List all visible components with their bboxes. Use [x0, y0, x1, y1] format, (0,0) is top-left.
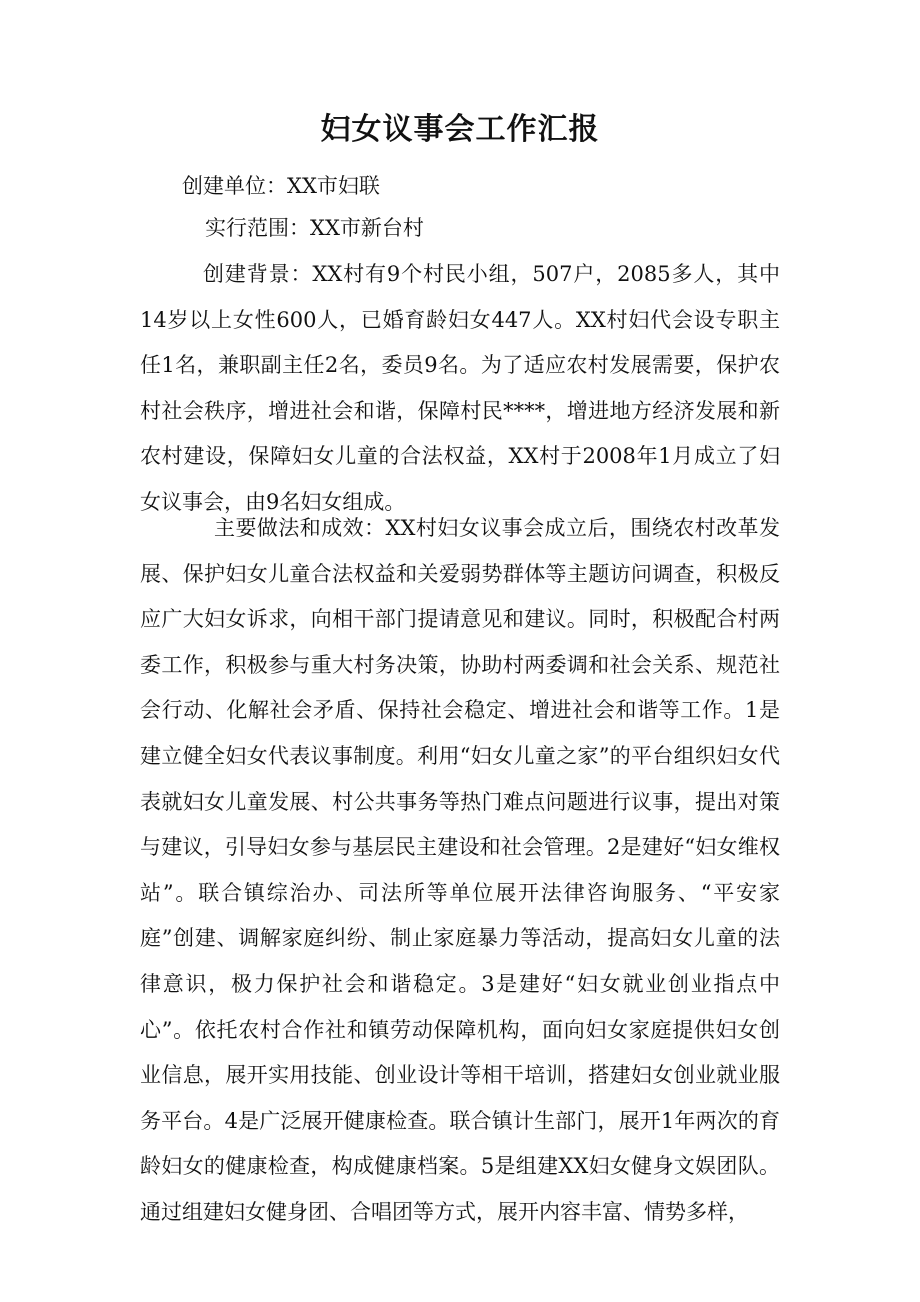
document-title: 妇女议事会工作汇报 — [320, 112, 600, 147]
practices-paragraph: 主要做法和成效：XX村妇女议事会成立后，围绕农村改革发展、保护妇女儿童合法权益和关爱弱势群体等主题访问调查，积极反应广大妇女诉求，向相干部门提请意见和建议。同时，积极配合村两委工作，积极参与重大村务决策，协助村两委调和社会关系、规范社会行动、化解社会矛盾、保持社会稳定、增进社会和谐等工作。1是建立健全妇女代表议事制度。利用“妇女儿童之家”的平台组织妇女代表就妇女儿童发展、村公共事务等热门难点问题进行议事，提出对策与建议，引导妇女参与基层民主建设和社会管理。2是建好“妇女维权站”。联合镇综治办、司法所等单位展开法律咨询服务、“平安家庭”创建、调解家庭纠纷、制止家庭暴力等活动，提高妇女儿童的法律意识，极力保护社会和谐稳定。3是建好“妇女就业创业指点中心”。依托农村合作社和镇劳动保障机构，面向妇女家庭提供妇女创业信息，展开实用技能、创业设计等相干培训，搭建妇女创业就业服务平台。4是广泛展开健康检查。联合镇计生部门，展开1年两次的育龄妇女的健康检查，构成健康档案。5是组建XX妇女健身文娱团队。通过组建妇女健身团、合唱团等方式，展开内容丰富、情势多样， — [140, 516, 780, 1224]
scope-line: 实行范围：XX市新台村 — [205, 216, 424, 240]
background-paragraph: 创建背景：XX村有9个村民小组，507户，2085多人，其中14岁以上女性600人，已婚育龄妇女447人。XX村妇代会设专职主任1名，兼职副主任2名，委员9名。为了适应农村发展需要，保护农村社会秩序，增进社会和谐，保障村民****，增进地方经济发展和新农村建设，保障妇女儿童的合法权益，XX村于2008年1月成立了妇女议事会，由9名妇女组成。 — [140, 262, 780, 514]
creator-line: 创建单位：XX市妇联 — [182, 174, 380, 198]
